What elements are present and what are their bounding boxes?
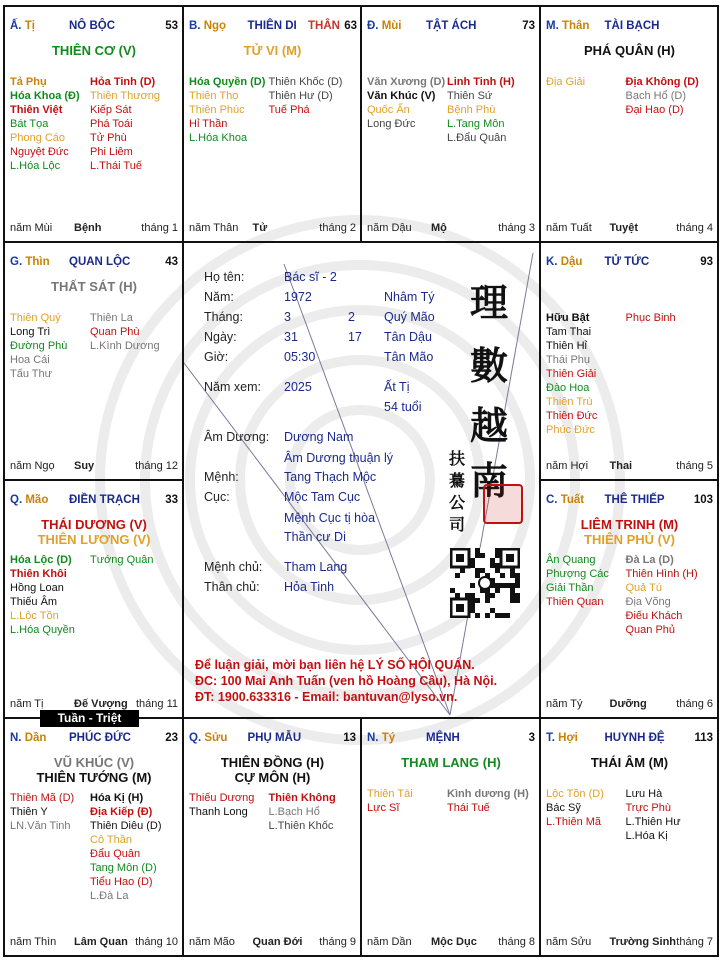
center-field-value: 05:30 <box>284 350 316 364</box>
star: Bát Tọa <box>10 118 49 130</box>
palace-age: 43 <box>165 256 178 268</box>
minor-stars-left <box>546 553 609 609</box>
star: L.Thiên Mã <box>546 816 602 828</box>
palace-branch-name: Mùi <box>381 20 402 32</box>
palace-age: 13 <box>343 732 356 744</box>
foot-year: năm Dần <box>367 936 412 948</box>
star: Thiên Đức <box>546 410 598 422</box>
major-star: THIÊN LƯƠNG (V) <box>37 532 151 547</box>
center-field-value: 3 <box>284 310 291 324</box>
center-field-label: Âm Dương: <box>204 430 270 444</box>
star: L.Tang Môn <box>447 118 505 130</box>
minor-stars-right <box>626 75 699 117</box>
palace-house-name: TỬ TỨC <box>604 256 650 268</box>
palace-tuat[interactable] <box>542 481 717 717</box>
palace-stem: Q. <box>10 494 26 506</box>
foot-stage: Lâm Quan <box>74 936 128 948</box>
major-star: LIÊM TRINH (M) <box>580 517 679 532</box>
minor-stars-right <box>626 787 681 843</box>
star: Nguyệt Đức <box>10 146 69 158</box>
palace-branch <box>546 256 582 268</box>
star: Hồng Loan <box>10 582 64 594</box>
palace-house-name: QUAN LỘC <box>69 256 131 268</box>
center-field-value: Dương Nam <box>284 430 354 444</box>
minor-stars-left <box>546 311 597 437</box>
palace-branch-name: Tị <box>24 20 35 32</box>
star: Tiểu Hao (D) <box>90 876 153 888</box>
center-field-cancHi: Quý Mão <box>384 310 435 324</box>
center-field-value: Âm Dương thuận lý <box>284 451 393 465</box>
minor-stars-left <box>367 787 413 815</box>
center-field-label: Giờ: <box>204 350 229 364</box>
star: Tang Môn (D) <box>90 862 157 874</box>
palace-than[interactable] <box>542 7 717 241</box>
center-field-value: Mộc Tam Cục <box>284 490 361 504</box>
palace-branch-name: Dậu <box>560 256 583 268</box>
major-star: THIÊN TƯỚNG (M) <box>36 770 152 785</box>
center-field-lunar: 2 <box>348 310 355 324</box>
star: Phong Cáo <box>10 132 66 144</box>
palace-branch-name: Tuất <box>560 494 585 506</box>
foot-stage: Dưỡng <box>609 698 647 710</box>
minor-stars-left <box>189 75 265 145</box>
star: Thiên Diêu (D) <box>90 820 162 832</box>
center-field-value: 1972 <box>284 290 312 304</box>
minor-stars-left <box>546 75 585 89</box>
palace-branch <box>367 732 395 744</box>
calligraphy-small: 驀 <box>449 471 466 490</box>
palace-ngo[interactable] <box>185 7 360 241</box>
foot-year: năm Ngọ <box>10 460 55 472</box>
center-field-cancHi: 54 tuổi <box>384 400 422 414</box>
foot-month: tháng 3 <box>498 222 535 234</box>
star: L.Đẩu Quân <box>447 132 507 144</box>
foot-year: năm Mùi <box>10 222 53 234</box>
foot-year: năm Mão <box>189 936 235 948</box>
star: Long Trì <box>10 326 51 338</box>
palace-branch-name: Mão <box>25 494 49 506</box>
minor-stars-left <box>189 791 254 819</box>
center-field-label: Thân chủ: <box>204 580 260 594</box>
foot-month: tháng 2 <box>319 222 356 234</box>
foot-year: năm Hợi <box>546 460 589 472</box>
center-field-label: Năm: <box>204 290 234 304</box>
center-field-cancHi: Tân Dậu <box>384 330 432 344</box>
palace-house-name: TÀI BẠCH <box>604 20 660 32</box>
star: L.Thiên Khốc <box>268 820 334 832</box>
center-field-label: Mệnh chủ: <box>204 560 263 574</box>
palace-stem: N. <box>367 732 382 744</box>
calligraphy-small: 扶 <box>449 449 466 468</box>
star: Thiếu Âm <box>10 596 58 608</box>
star: Địa Không (D) <box>625 76 699 88</box>
star: Thái Phụ <box>546 354 591 366</box>
palace-stem: G. <box>10 256 26 268</box>
foot-stage: Trường Sinh <box>609 936 677 948</box>
center-field-value: Thần cư Di <box>284 530 346 544</box>
minor-stars-right <box>447 787 529 815</box>
palace-age: 53 <box>165 20 178 32</box>
star: Thiên Phúc <box>189 104 245 116</box>
palace-age: 103 <box>693 494 713 506</box>
minor-stars-left <box>10 75 80 173</box>
star: Thiên Việt <box>10 104 63 116</box>
palace-mui[interactable] <box>363 7 539 241</box>
calligraphy-char: 數 <box>470 343 509 388</box>
star: Địa Võng <box>625 596 671 608</box>
foot-month: tháng 5 <box>676 460 713 472</box>
center-field-value: Hỏa Tinh <box>284 580 335 594</box>
palace-branch <box>189 20 226 32</box>
center-field-label: Năm xem: <box>204 380 261 394</box>
foot-month: tháng 6 <box>676 698 713 710</box>
palace-age: 93 <box>700 256 713 268</box>
tuan-triet-badge: Tuần - Triệt <box>40 710 139 727</box>
star: Trực Phù <box>625 802 671 814</box>
palace-age: 63 <box>344 20 357 32</box>
minor-stars-right <box>626 311 676 325</box>
star: Lực Sĩ <box>367 802 400 814</box>
contact-line: ĐT: 1900.633316 - Email: bantuvan@lyso.vn. <box>195 690 458 704</box>
minor-stars-right <box>269 791 336 833</box>
palace-hoi[interactable] <box>542 719 717 955</box>
major-star: THÁI DƯƠNG (V) <box>41 517 147 532</box>
palace-stem: T. <box>546 732 559 744</box>
palace-stem: B. <box>189 20 204 32</box>
star: Thiên Tài <box>367 788 413 800</box>
foot-month: tháng 10 <box>135 936 178 948</box>
star: Thiếu Dương <box>189 792 255 804</box>
center-field-label: Ngày: <box>204 330 237 344</box>
calligraphy-small: 公 <box>449 493 466 512</box>
calligraphy-char: 理 <box>470 280 509 325</box>
palace-stem: C. <box>546 494 561 506</box>
major-star: THAM LANG (H) <box>401 755 501 770</box>
center-field-lunar: 17 <box>348 330 362 344</box>
star: Địa Kiếp (Đ) <box>90 806 153 818</box>
palace-house-name: TẬT ÁCH <box>426 20 477 32</box>
foot-month: tháng 7 <box>676 936 713 948</box>
star: Phúc Đức <box>546 424 595 436</box>
star: Lộc Tồn (D) <box>546 788 604 800</box>
major-star: THIÊN CƠ (V) <box>51 43 137 58</box>
palace-age: 23 <box>165 732 178 744</box>
star: Quan Phù <box>90 326 140 338</box>
star: Đẩu Quân <box>90 848 141 860</box>
palace-house-name: PHỤ MẪU <box>247 732 302 744</box>
star: Lưu Hà <box>625 788 663 800</box>
star: Thiên Hình (H) <box>625 568 698 580</box>
palace-house-name: ĐIỀN TRẠCH <box>69 494 140 506</box>
foot-year: năm Dậu <box>367 222 412 234</box>
palace-dau[interactable] <box>542 243 717 479</box>
contact-line: ĐC: 100 Mai Anh Tuấn (ven hồ Hoàng Cầu), Hà Nội. <box>195 674 498 688</box>
palace-branch-name: Thân <box>561 20 590 32</box>
calligraphy-char: 南 <box>470 458 509 503</box>
grid-v-inner-right <box>539 5 541 955</box>
star: Bệnh Phù <box>447 104 496 116</box>
star: Thiên Thương <box>90 90 161 102</box>
star: Văn Xương (D) <box>367 76 446 88</box>
foot-month: tháng 12 <box>135 460 178 472</box>
star: Ân Quang <box>546 554 596 566</box>
palace-branch <box>10 732 46 744</box>
star: Kiếp Sát <box>90 104 132 116</box>
star: Tử Phù <box>90 132 127 144</box>
minor-stars-right <box>90 311 160 353</box>
minor-stars-right <box>626 553 698 637</box>
foot-stage: Tử <box>252 222 268 234</box>
major-star: THÁI ÂM (M) <box>590 755 669 770</box>
palace-thin[interactable] <box>6 243 182 479</box>
center-field-value: Bác sĩ - 2 <box>284 270 337 284</box>
palace-stem: Q. <box>189 732 205 744</box>
minor-stars-left <box>10 311 67 381</box>
star: Phi Liêm <box>90 146 133 158</box>
palace-stem: M. <box>546 20 562 32</box>
star: L.Hóa Quyền <box>10 624 75 636</box>
star: Thiên Hư (D) <box>268 90 333 102</box>
star: Giải Thần <box>546 582 594 594</box>
minor-stars-right <box>90 553 154 567</box>
calligraphy-char: 越 <box>470 403 509 448</box>
palace-house-name: HUYNH ĐỆ <box>604 732 665 744</box>
foot-stage: Mộc Dục <box>431 936 477 948</box>
star: Thái Tuế <box>447 802 490 814</box>
star: Tam Thai <box>546 326 592 338</box>
palace-house-name: THIÊN DI <box>247 20 297 32</box>
grid-v <box>360 5 362 241</box>
star: LN.Văn Tinh <box>10 820 71 832</box>
star: Hóa Khoa (Đ) <box>10 90 80 102</box>
minor-stars-left <box>10 791 74 833</box>
star: L.Đà La <box>90 890 129 902</box>
star: Kình dương (H) <box>447 788 529 800</box>
star: Quả Tú <box>625 582 662 594</box>
than-marker: THÂN <box>308 20 340 32</box>
star: Đường Phù <box>10 340 68 352</box>
star: Long Đức <box>367 118 416 130</box>
star: Phượng Các <box>546 568 609 580</box>
foot-year: năm Sửu <box>546 936 592 948</box>
center-field-label: Mệnh: <box>204 470 239 484</box>
palace-dan[interactable] <box>6 719 182 955</box>
foot-month: tháng 9 <box>319 936 356 948</box>
star: L.Thái Tuế <box>90 160 142 172</box>
star: L.Hóa Khoa <box>189 132 248 144</box>
grid-v <box>360 717 362 955</box>
star: L.Lộc Tồn <box>10 610 59 622</box>
star: Thiên Quan <box>546 596 604 608</box>
palace-branch-name: Dần <box>24 732 47 744</box>
palace-branch <box>546 494 584 506</box>
center-field-label: Cục: <box>204 490 230 504</box>
palace-branch-name: Thìn <box>25 256 50 268</box>
star: Hóa Kị (H) <box>90 792 144 804</box>
foot-year: năm Thìn <box>10 936 57 948</box>
palace-branch-name: Ngọ <box>203 20 227 32</box>
major-star: THẤT SÁT (H) <box>51 279 137 294</box>
star: Thiên Mã (D) <box>10 792 75 804</box>
foot-month: tháng 1 <box>141 222 178 234</box>
grid-v-inner-left <box>182 241 184 717</box>
center-field-cancHi: Ất Tị <box>384 380 410 394</box>
star: Thiên Khốc (D) <box>268 76 343 88</box>
star: Quốc Ấn <box>367 104 410 116</box>
star: Tướng Quân <box>90 554 154 566</box>
palace-stem: N. <box>10 732 25 744</box>
major-star: PHÁ QUÂN (H) <box>584 43 675 58</box>
star: Văn Khúc (V) <box>367 90 436 102</box>
palace-house-name: MỆNH <box>426 732 460 744</box>
palace-stem: K. <box>546 256 561 268</box>
palace-branch <box>367 20 402 32</box>
center-field-value: Tham Lang <box>284 560 348 574</box>
palace-branch-name: Tý <box>381 732 396 744</box>
palace-age: 3 <box>528 732 535 744</box>
star: Đào Hoa <box>546 382 590 394</box>
calligraphy-small: 司 <box>449 515 466 534</box>
foot-stage: Bệnh <box>74 222 102 234</box>
star: Thiên Y <box>10 806 48 818</box>
star: Linh Tinh (H) <box>447 76 515 88</box>
star: Phục Binh <box>625 312 676 324</box>
palace-ty[interactable] <box>363 719 539 955</box>
star: Địa Giải <box>546 76 586 88</box>
palace-ti[interactable] <box>6 7 182 241</box>
palace-branch <box>546 20 589 32</box>
star: Thiên Trù <box>546 396 593 408</box>
star: Bác Sỹ <box>546 802 581 814</box>
star: Hóa Lộc (D) <box>10 554 72 566</box>
star: Thiên Không <box>268 792 336 804</box>
major-star: VŨ KHÚC (V) <box>53 755 135 770</box>
red-seal <box>483 484 523 524</box>
major-star: TỬ VI (M) <box>243 43 302 58</box>
center-field-cancHi: Nhâm Tý <box>384 290 435 304</box>
palace-branch <box>10 256 50 268</box>
contact-line: Để luận giải, mời bạn liên hệ LÝ SỐ HỘI QUÁN. <box>195 658 475 672</box>
star: L.Hóa Lộc <box>10 160 61 172</box>
foot-stage: Đế Vượng <box>74 698 128 710</box>
star: Hỉ Thần <box>189 118 228 130</box>
minor-stars-left <box>367 75 445 131</box>
grid-right <box>717 5 719 957</box>
center-field-value: 31 <box>284 330 298 344</box>
star: Thiên Sứ <box>447 90 493 102</box>
major-star: CỰ MÔN (H) <box>234 770 311 785</box>
palace-age: 33 <box>165 494 178 506</box>
foot-stage: Tuyệt <box>609 222 639 234</box>
star: Thiên Thọ <box>189 90 239 102</box>
star: Hỏa Tinh (D) <box>90 76 156 88</box>
star: Đại Hao (D) <box>625 104 684 116</box>
foot-stage: Mộ <box>431 222 447 234</box>
palace-age: 113 <box>694 732 713 744</box>
minor-stars-left <box>10 553 75 637</box>
star: Thiên Khôi <box>10 568 67 580</box>
minor-stars-left <box>546 787 604 829</box>
palace-age: 73 <box>522 20 535 32</box>
foot-month: tháng 8 <box>498 936 535 948</box>
star: Tấu Thư <box>10 368 53 380</box>
star: Quan Phủ <box>625 624 676 636</box>
star: L.Bạch Hổ <box>268 806 320 818</box>
foot-year: năm Tuất <box>546 222 592 234</box>
star: L.Thiên Hư <box>625 816 681 828</box>
star: Phá Toái <box>90 118 133 130</box>
palace-branch <box>546 732 578 744</box>
center-field-value: Tang Thạch Mộc <box>284 470 377 484</box>
palace-branch <box>10 494 48 506</box>
minor-stars-right <box>90 75 160 173</box>
palace-mao[interactable] <box>6 481 182 717</box>
palace-stem: Ấ. <box>10 20 25 32</box>
center-field-label: Tháng: <box>204 310 243 324</box>
star: Hữu Bật <box>546 312 590 324</box>
star: L.Kình Dương <box>90 340 160 352</box>
star: Đà La (D) <box>625 554 674 566</box>
minor-stars-right <box>90 791 162 903</box>
palace-branch <box>10 20 35 32</box>
palace-house-name: NÔ BỘC <box>69 20 115 32</box>
grid-v <box>182 717 184 955</box>
palace-branch-name: Hợi <box>558 732 578 744</box>
palace-branch-name: Sửu <box>204 732 228 744</box>
minor-stars-right <box>447 75 515 145</box>
star: Thiên La <box>90 312 133 324</box>
star: Bạch Hổ (D) <box>625 90 687 102</box>
palace-house-name: THÊ THIẾP <box>604 494 665 506</box>
star: Tuế Phá <box>268 104 310 116</box>
star: Hoa Cái <box>10 354 50 366</box>
grid-v <box>182 5 184 241</box>
foot-stage: Thai <box>609 460 633 472</box>
palace-branch <box>189 732 227 744</box>
qr-code[interactable] <box>450 548 520 618</box>
minor-stars-right <box>269 75 343 117</box>
star: Cô Thần <box>90 834 132 846</box>
palace-suu[interactable] <box>185 719 360 955</box>
star: Tả Phụ <box>10 76 47 88</box>
palace-house-name: PHÚC ĐỨC <box>69 732 131 744</box>
foot-month: tháng 11 <box>135 698 178 710</box>
star: Thiên Giải <box>546 368 597 380</box>
foot-year: năm Tý <box>546 698 583 710</box>
palace-stem: Đ. <box>367 20 382 32</box>
center-field-cancHi: Tân Mão <box>384 350 434 364</box>
star: Thanh Long <box>189 806 248 818</box>
center-field-label: Họ tên: <box>204 270 245 284</box>
star: Hóa Quyền (D) <box>189 76 266 88</box>
grid-bottom <box>3 955 719 957</box>
foot-stage: Quan Đới <box>252 936 303 948</box>
foot-year: năm Tị <box>10 698 44 710</box>
foot-year: năm Thân <box>189 222 239 234</box>
major-star: THIÊN ĐỒNG (H) <box>220 755 325 770</box>
star: Thiên Hỉ <box>546 340 587 352</box>
foot-stage: Suy <box>74 460 95 472</box>
star: Điếu Khách <box>625 610 683 622</box>
center-field-value: 2025 <box>284 380 312 394</box>
star: Thiên Quý <box>10 312 61 324</box>
star: L.Hóa Kị <box>625 830 668 842</box>
major-star: THIÊN PHỦ (V) <box>584 532 675 547</box>
foot-month: tháng 4 <box>676 222 713 234</box>
center-field-value: Mệnh Cục tị hòa <box>284 511 376 525</box>
